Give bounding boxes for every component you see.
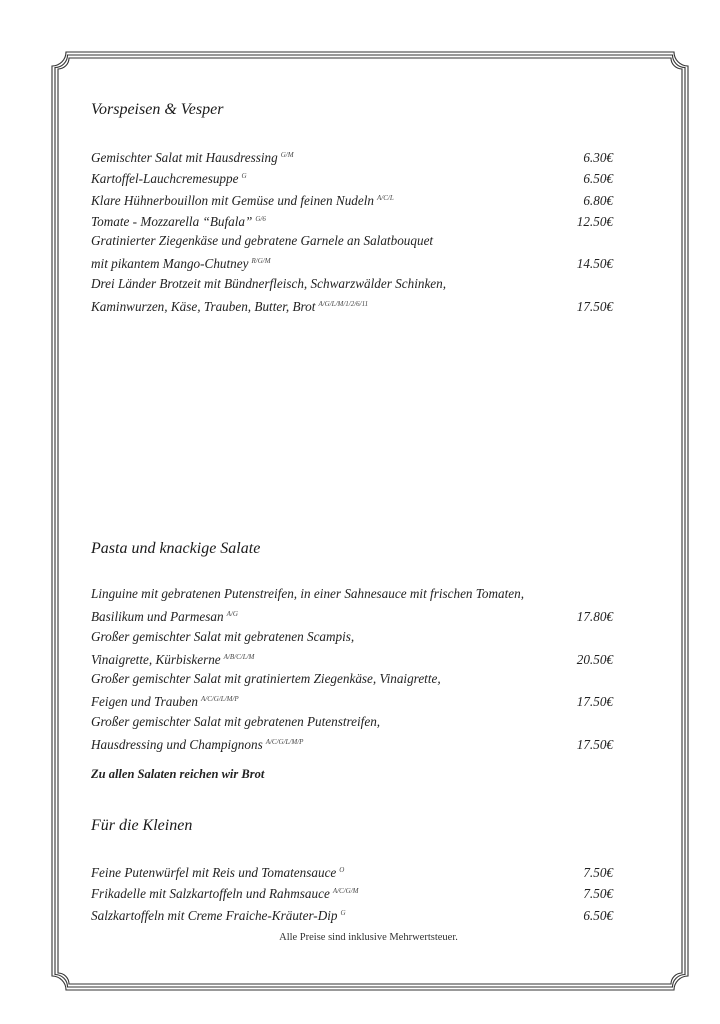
section-kleinen bbox=[91, 860, 613, 924]
dish-name: Drei Länder Brotzeit mit Bündnerfleisch, Schwarzwälder Schinken, bbox=[91, 275, 447, 291]
section-vorspeisen bbox=[91, 145, 613, 315]
price: 6.50€ bbox=[583, 907, 613, 923]
allergen-codes: A/G/L/M/1/2/6/11 bbox=[318, 300, 369, 309]
dish-name: Kartoffel-Lauchcremesuppe bbox=[91, 171, 239, 187]
dish-name: Großer gemischter Salat mit gratiniertem Ziegenkäse, Vinaigrette, bbox=[91, 671, 441, 687]
menu-item-line bbox=[91, 273, 613, 294]
dish-name: Hausdressing und Champignons bbox=[91, 737, 263, 753]
menu-item-line bbox=[91, 209, 613, 230]
menu-item-line bbox=[91, 145, 613, 166]
dish-name: Gemischter Salat mit Hausdressing bbox=[91, 150, 278, 165]
dish-name: mit pikantem Mango-Chutney bbox=[91, 256, 249, 272]
price: 7.50€ bbox=[583, 886, 613, 902]
menu-item-line bbox=[91, 251, 613, 272]
vat-footer: Alle Preise sind inklusive Mehrwertsteuer. bbox=[279, 932, 458, 943]
allergen-codes: G/6 bbox=[255, 214, 266, 223]
menu-item-line bbox=[91, 166, 613, 187]
allergen-codes: A/C/L bbox=[377, 193, 394, 202]
allergen-codes: O bbox=[339, 866, 345, 874]
dish-name: Kaminwurzen, Käse, Trauben, Butter, Brot bbox=[91, 299, 316, 315]
price: 14.50€ bbox=[576, 256, 613, 272]
allergen-codes: A/B/C/L/M bbox=[223, 652, 255, 661]
allergen-codes: G/M bbox=[280, 151, 294, 159]
menu-item-line bbox=[91, 230, 613, 251]
menu-item-line bbox=[91, 188, 613, 209]
allergen-codes: G bbox=[340, 908, 346, 917]
menu-item-line bbox=[91, 881, 613, 902]
menu-item-line bbox=[91, 689, 613, 710]
dish-name: Klare Hühnerbouillon mit Gemüse und feinen Nudeln bbox=[91, 192, 375, 208]
menu-item-line bbox=[91, 583, 613, 604]
menu-item-line bbox=[91, 668, 613, 689]
dish-name: Feigen und Trauben bbox=[91, 694, 198, 710]
menu-item-line bbox=[91, 732, 613, 753]
section-heading-vorspeisen: Vorspeisen & Vesper bbox=[91, 101, 224, 118]
allergen-codes: A/C/G/L/M/P bbox=[265, 738, 304, 747]
price: 17.50€ bbox=[576, 299, 613, 315]
menu-item-line bbox=[91, 294, 613, 315]
price: 6.50€ bbox=[583, 171, 613, 187]
price: 6.80€ bbox=[583, 192, 613, 208]
dish-name: Frikadelle mit Salzkartoffeln und Rahmsauce bbox=[91, 886, 330, 902]
allergen-codes: A/C/G/L/M/P bbox=[200, 695, 239, 704]
price: 12.50€ bbox=[576, 213, 613, 229]
menu-item-line bbox=[91, 860, 613, 881]
menu-item-line bbox=[91, 626, 613, 647]
section-heading-pasta: Pasta und knackige Salate bbox=[91, 540, 261, 557]
menu-item-line bbox=[91, 903, 613, 924]
allergen-codes: A/G bbox=[226, 610, 238, 619]
allergen-codes: A/C/G/M bbox=[332, 887, 359, 896]
section-heading-kleinen: Für die Kleinen bbox=[91, 817, 193, 834]
dish-name: Vinaigrette, Kürbiskerne bbox=[91, 651, 221, 667]
dish-name: Tomate - Mozzarella “Bufala” bbox=[91, 213, 253, 229]
allergen-codes: R/G/M bbox=[251, 257, 271, 266]
dish-name: Linguine mit gebratenen Putenstreifen, in einer Sahnesauce mit frischen Tomaten, bbox=[91, 586, 525, 601]
price: 6.30€ bbox=[583, 150, 613, 165]
price: 7.50€ bbox=[583, 865, 613, 880]
price: 17.50€ bbox=[576, 737, 613, 753]
dish-name: Salzkartoffeln mit Creme Fraiche-Kräuter-Dip bbox=[91, 907, 338, 923]
menu-item-line bbox=[91, 647, 613, 668]
dish-name: Basilikum und Parmesan bbox=[91, 609, 224, 625]
section-pasta bbox=[91, 583, 613, 753]
menu-item-line bbox=[91, 711, 613, 732]
menu-item-line bbox=[91, 604, 613, 625]
allergen-codes: G bbox=[241, 172, 247, 181]
dish-name: Gratinierter Ziegenkäse und gebratene Garnele an Salatbouquet bbox=[91, 233, 434, 249]
price: 17.50€ bbox=[576, 694, 613, 710]
salad-bread-note: Zu allen Salaten reichen wir Brot bbox=[91, 767, 265, 781]
dish-name: Großer gemischter Salat mit gebratenen Scampis, bbox=[91, 628, 355, 644]
price: 17.80€ bbox=[576, 609, 613, 625]
dish-name: Feine Putenwürfel mit Reis und Tomatensauce bbox=[91, 865, 337, 880]
price: 20.50€ bbox=[576, 651, 613, 667]
dish-name: Großer gemischter Salat mit gebratenen Putenstreifen, bbox=[91, 713, 381, 729]
